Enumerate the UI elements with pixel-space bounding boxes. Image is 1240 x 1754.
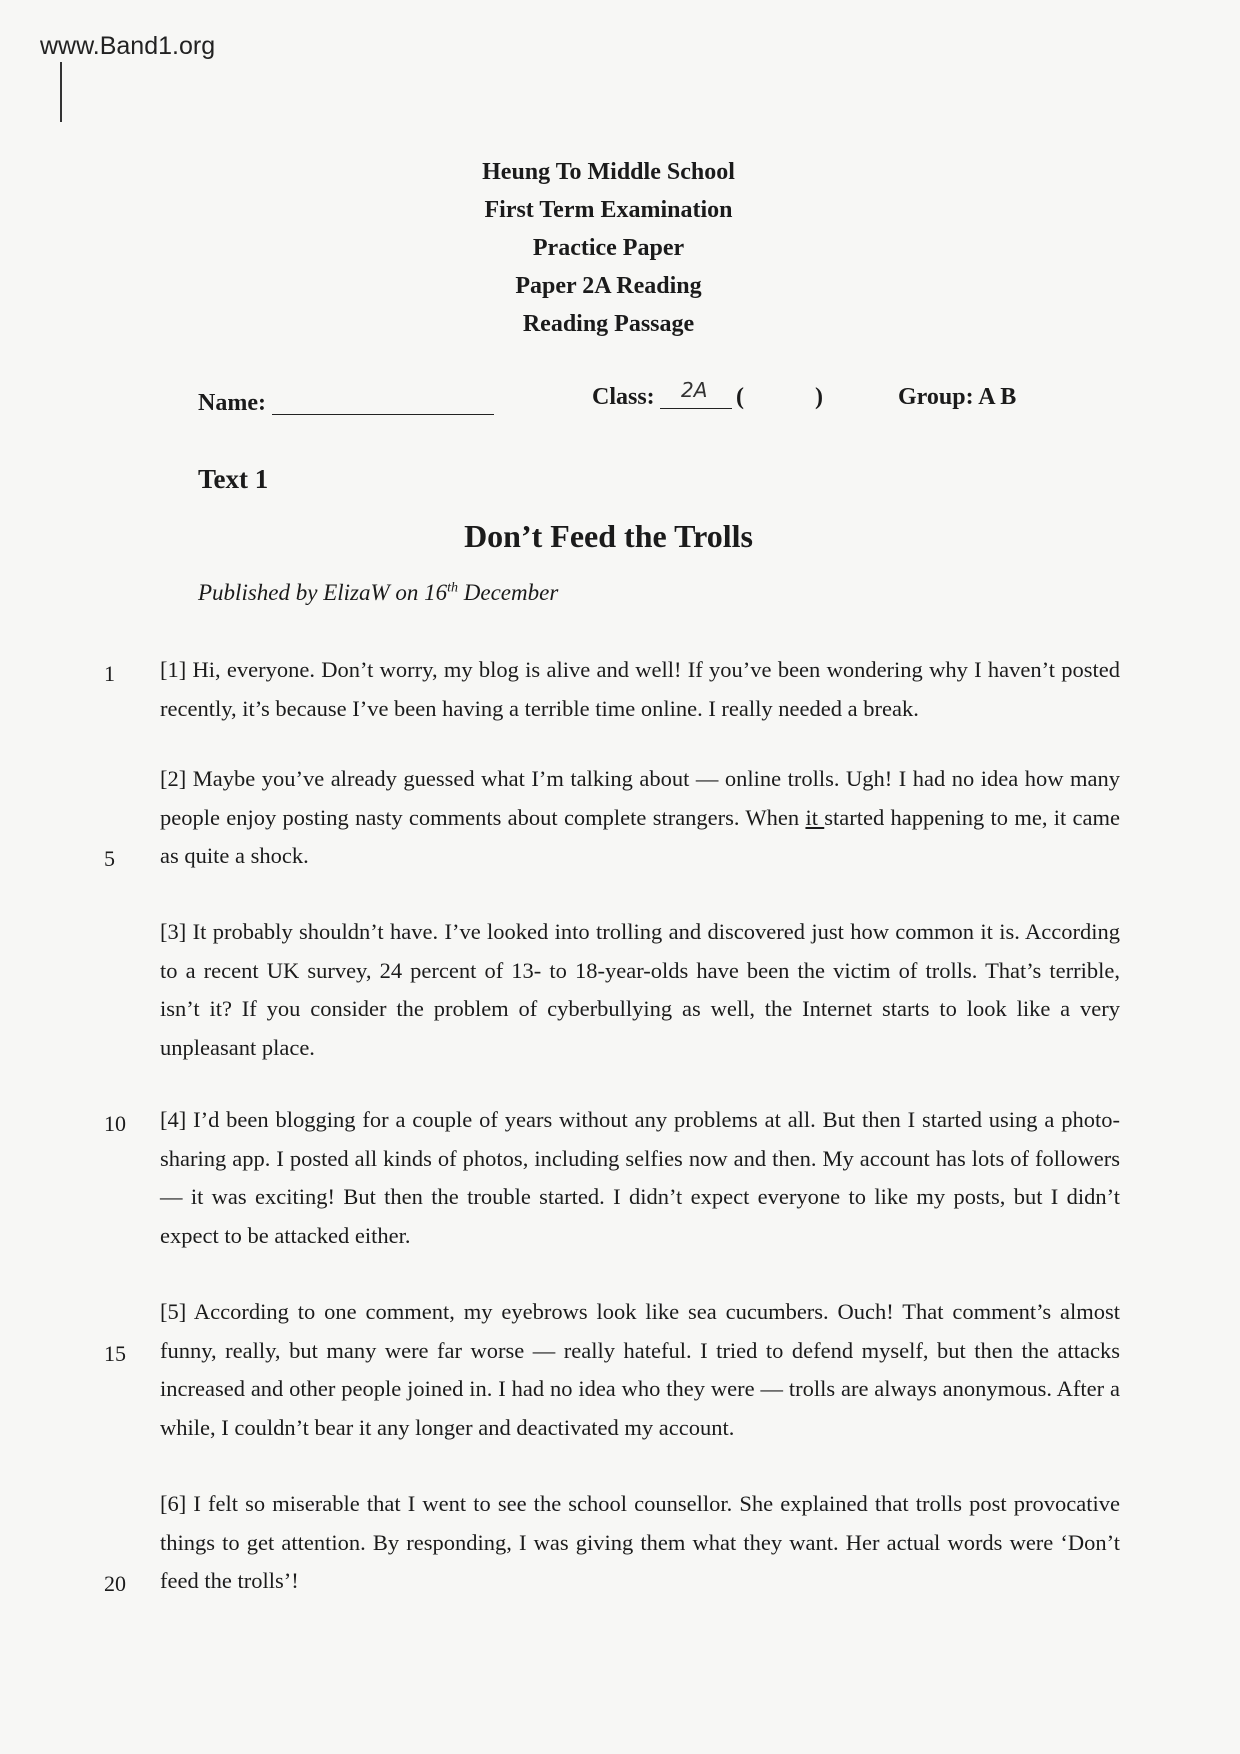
line-number: 5 bbox=[104, 846, 115, 871]
paragraph-1: [1] Hi, everyone. Don’t worry, my blog is alive and well! If you’ve been wondering why I haven’t posted recently, it’s because I’ve been having a terrible time online. I really needed a break. bbox=[160, 657, 1120, 721]
paragraph-4: [4] I’d been blogging for a couple of years without any problems at all. But then I started using a photo-sharing app. I posted all kinds of photos, including selfies now and then. My account has lots of followers — it was exciting! But then the trouble started. I didn’t expect everyone to like my posts, but I didn’t expect to be attacked either. bbox=[160, 1107, 1120, 1248]
paragraph-2 bbox=[160, 760, 1120, 876]
byline-superscript: th bbox=[447, 580, 459, 596]
paper-name: Paper 2A Reading bbox=[515, 273, 702, 299]
text-label: Text 1 bbox=[198, 464, 269, 494]
paragraph-6: [6] I felt so miserable that I went to see the school counsellor. She explained that trolls post provocative things to get attention. By responding, I was giving them what they want. Her actual words were ‘Don’t feed the trolls’! bbox=[160, 1491, 1120, 1593]
line-number: 1 bbox=[104, 661, 115, 686]
watermark-url: www.Band1.org bbox=[40, 32, 216, 60]
class-number-open-paren: ( bbox=[736, 384, 744, 410]
class-number-close-paren: ) bbox=[815, 384, 823, 410]
section-name: Reading Passage bbox=[522, 311, 695, 337]
exam-header bbox=[0, 153, 1217, 343]
paragraph-5: [5] According to one comment, my eyebrows look like sea cucumbers. Ouch! That comment’s almost funny, really, but many were far worse — really hateful. I tried to defend myself, but then the attacks increased and other people joined in. I had no idea who they were — trolls are always anonymous. After a while, I couldn’t bear it any longer and deactivated my account. bbox=[160, 1299, 1120, 1440]
name-field[interactable] bbox=[272, 414, 494, 415]
group-label: Group: A B bbox=[898, 384, 1017, 410]
student-info-row bbox=[0, 380, 1240, 420]
line-number: 10 bbox=[104, 1111, 126, 1136]
article-title: Don’t Feed the Trolls bbox=[464, 518, 753, 554]
margin-rule bbox=[60, 62, 62, 122]
paragraph-3: [3] It probably shouldn’t have. I’ve looked into trolling and discovered just how common it is. According to a recent UK survey, 24 percent of 13- to 18-year-olds have been the victim of trolls. That’s terrible, isn’t it? If you consider the problem of cyberbullying as well, the Internet starts to look like a very unpleasant place. bbox=[160, 919, 1120, 1060]
byline-prefix: Published by ElizaW on 16 bbox=[198, 580, 448, 605]
class-value-handwritten: 2A bbox=[681, 378, 708, 402]
line-number: 15 bbox=[104, 1341, 126, 1366]
paper-type: Practice Paper bbox=[532, 235, 685, 261]
class-field[interactable] bbox=[660, 408, 732, 409]
byline-suffix: December bbox=[458, 580, 559, 605]
name-label: Name: bbox=[198, 390, 266, 416]
class-label: Class: bbox=[592, 384, 655, 410]
line-number: 20 bbox=[104, 1571, 126, 1596]
paragraph-2-part: [2] Maybe you’ve already guessed what I’m talking about — online trolls. Ugh! I had no idea how many people enjoy posting nasty comments about complete strangers. When bbox=[160, 766, 1120, 830]
exam-name: First Term Examination bbox=[484, 197, 733, 223]
underlined-word-it: it bbox=[805, 804, 825, 830]
paragraph-2-part: started happening to me, it came as quite a shock. bbox=[160, 804, 1120, 868]
school-name: Heung To Middle School bbox=[482, 159, 735, 185]
article-byline bbox=[198, 580, 558, 606]
